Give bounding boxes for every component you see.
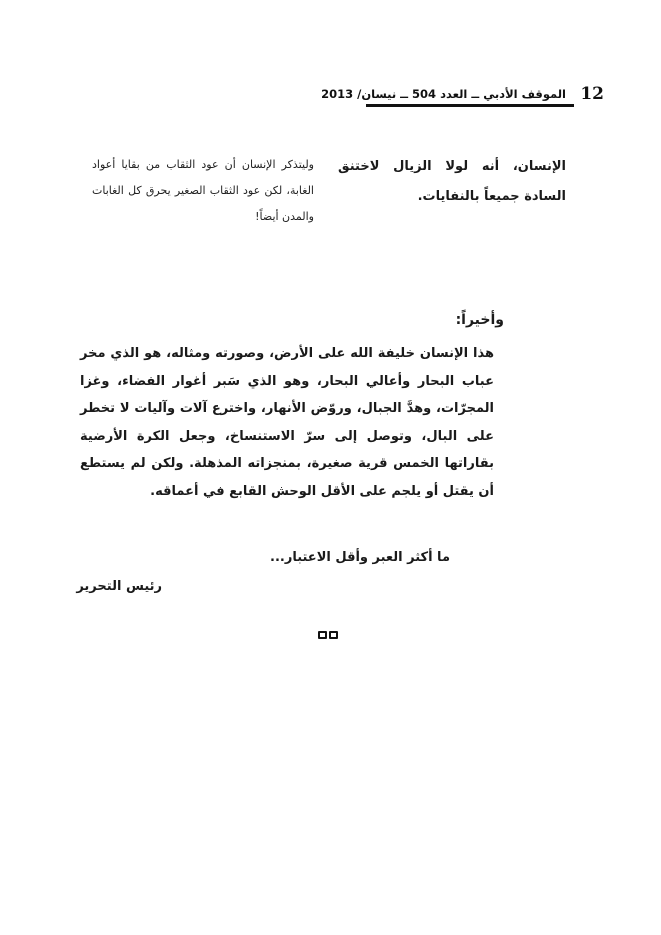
sidebar-quote: وليتذكر الإنسان أن عود الثقاب من بقايا أعواد الغابة، لكن عود الثقاب الصغير يحرق كل الغابات والمدن أيضاً! (92, 158, 314, 223)
end-square-icon (329, 631, 338, 639)
finally-heading: وأخيراً: (455, 312, 504, 328)
closing-line: ما أكثر العبر وأقل الاعتبار... (270, 550, 450, 565)
main-paragraph: هذا الإنسان خليفة الله على الأرض، وصورته ومثاله، هو الذي مخر عباب البحار وأعالي البحار، وهو الذي سَبر أغوار الفضاء، وغزا المجرّات، وهدَّ الجبال، وروّض الأنهار، واخترع آلات وآليات لا تخطر على البال، وتوصل إلى سرّ الاستنساخ، وجعل الكرة الأرضية بقاراتها الخمس قرية صغيرة، بمنجزاته المذهلة. ولكن لم يستطع أن يقتل أو يلجم على الأقل الوحش القابع في أعماقه. (80, 346, 494, 499)
header-rule (366, 104, 574, 107)
end-square-icon (318, 631, 327, 639)
continuation-paragraph: الإنسان، أنه لولا الزيال لاختنق السادة جميعاً بالنفايات. (338, 159, 566, 204)
page-header (321, 84, 604, 110)
page-number: 12 (580, 84, 604, 104)
running-head: الموقف الأدبي ــ العدد 504 ــ نيسان/ 2013 (321, 87, 566, 101)
end-of-article-mark (318, 631, 338, 639)
editor-signature: رئيس التحرير (76, 579, 162, 594)
